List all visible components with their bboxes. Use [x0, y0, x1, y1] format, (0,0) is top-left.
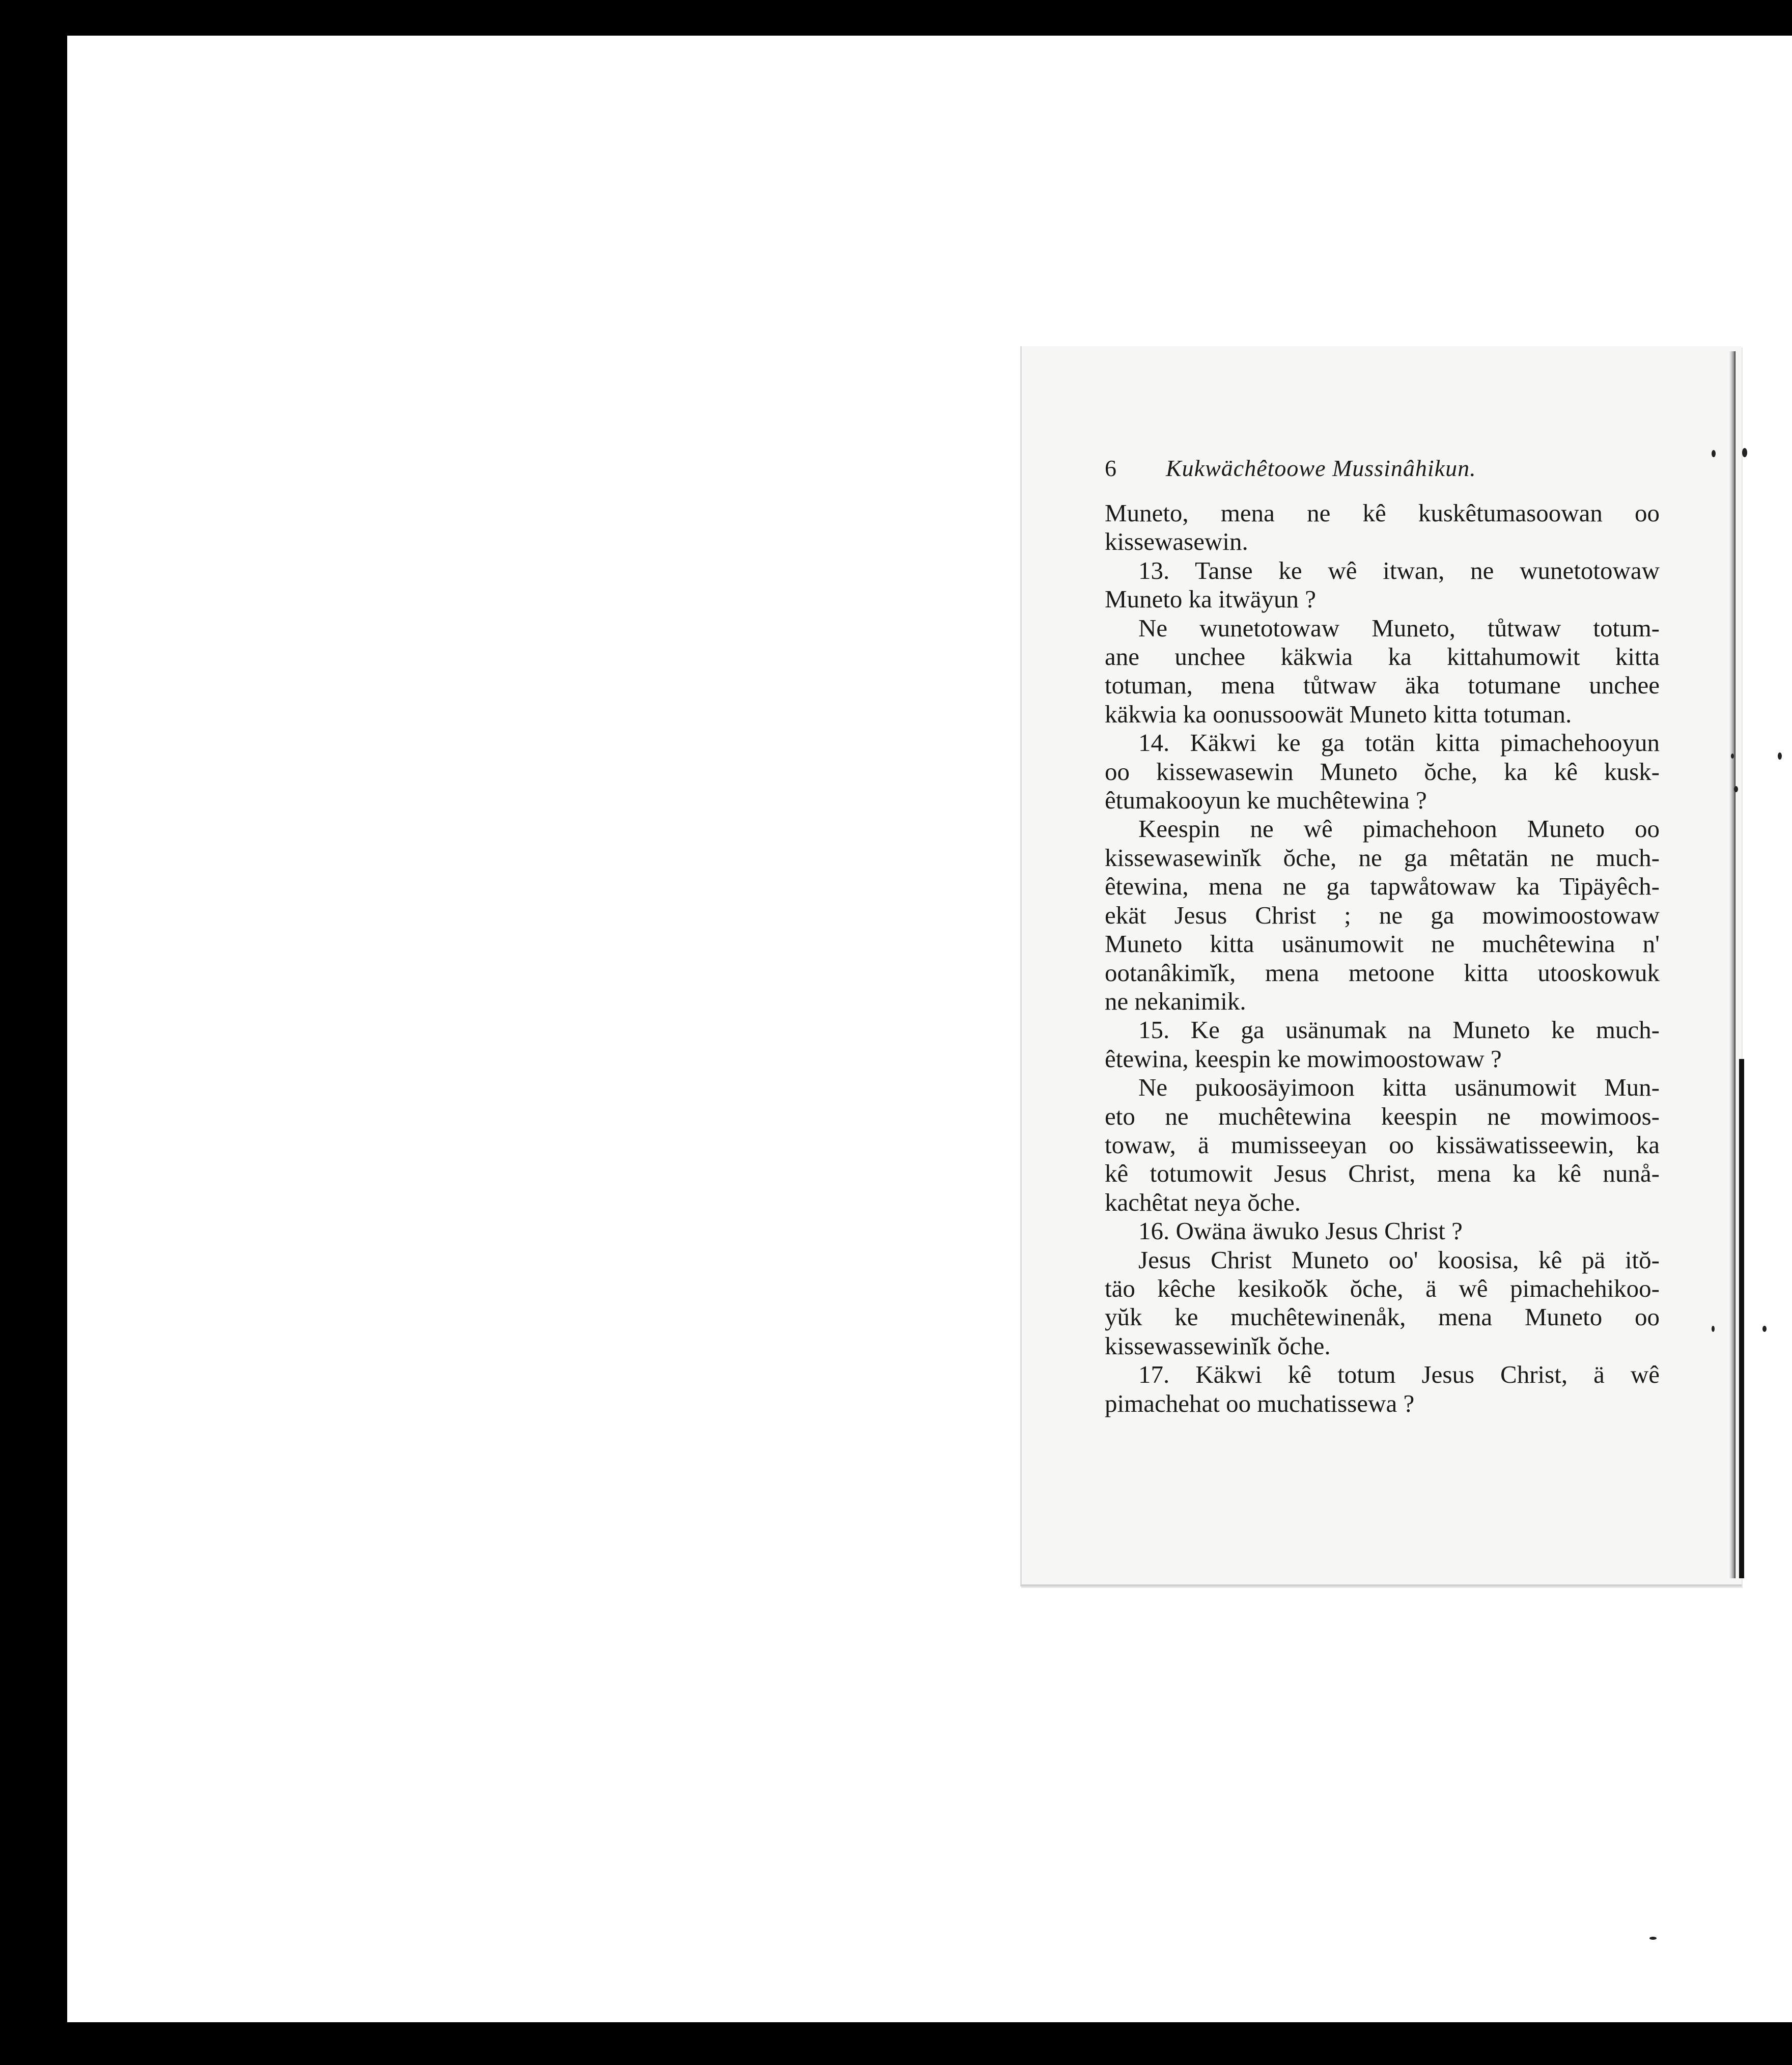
- dust-speck: [1649, 1937, 1657, 1940]
- text-line: ootanâkimĭk, mena metoone kitta utooskowuk: [1105, 958, 1660, 987]
- dust-speck: [1762, 1326, 1767, 1332]
- text-line: Keespin ne wê pimachehoon Muneto oo: [1138, 815, 1660, 843]
- text-line: êtewina, keespin ke mowimoostowaw ?: [1105, 1044, 1502, 1073]
- text-line: Muneto, mena ne kê kuskêtumasoowan oo: [1105, 499, 1660, 527]
- dust-speck: [1742, 448, 1747, 457]
- dust-speck: [1712, 450, 1716, 457]
- text-line: ne nekanimik.: [1105, 987, 1246, 1015]
- text-line: kê totumowit Jesus Christ, mena ka kê nunå-: [1105, 1159, 1660, 1188]
- dust-speck: [1731, 754, 1734, 759]
- dust-speck: [1734, 786, 1738, 792]
- page-text: [1105, 453, 1660, 1418]
- text-line: kachêtat neya ŏche.: [1105, 1188, 1301, 1216]
- text-line: 14. Käkwi ke ga totän kitta pimachehooyun: [1138, 729, 1660, 757]
- text-line: oo kissewasewin Muneto ŏche, ka kê kusk-: [1105, 757, 1660, 786]
- text-line: Muneto kitta usänumowit ne muchêtewina n': [1105, 930, 1660, 958]
- page-edge-shadow: [1739, 1059, 1744, 1578]
- text-line: eto ne muchêtewina keespin ne mowimoos-: [1105, 1102, 1660, 1130]
- text-line: täo kêche kesikoŏk ŏche, ä wê pimachehikoo-: [1105, 1274, 1660, 1302]
- text-line: käkwia ka oonussoowät Muneto kitta totuman.: [1105, 700, 1572, 728]
- dust-speck: [1778, 752, 1782, 760]
- text-line: Muneto ka itwäyun ?: [1105, 585, 1317, 613]
- text-line: êtewina, mena ne ga tapwåtowaw ka Tipäyêch-: [1105, 872, 1660, 901]
- dust-speck: [1712, 1326, 1715, 1332]
- text-line: ekät Jesus Christ ; ne ga mowimoostowaw: [1105, 901, 1660, 929]
- page-number: 6: [1105, 455, 1116, 481]
- text-line: ane unchee käkwia ka kittahumowit kitta: [1105, 643, 1660, 671]
- text-line: 15. Ke ga usänumak na Muneto ke much-: [1138, 1016, 1660, 1044]
- text-line: Ne pukoosäyimoon kitta usänumowit Mun-: [1138, 1073, 1660, 1102]
- body-text: [1105, 499, 1660, 1418]
- text-line: êtumakooyun ke muchêtewina ?: [1105, 786, 1427, 815]
- text-line: kissewasewinĭk ŏche, ne ga mêtatän ne much-: [1105, 843, 1660, 872]
- running-head: [1105, 453, 1660, 484]
- running-head-title: Kukwächêtoowe Mussinâhikun.: [1166, 455, 1476, 481]
- page-fore-edge: [1728, 351, 1735, 1578]
- text-line: kissewassewinĭk ŏche.: [1105, 1331, 1331, 1360]
- text-line: yŭk ke muchêtewinenåk, mena Muneto oo: [1105, 1303, 1660, 1331]
- text-line: totuman, mena tůtwaw äka totumane unchee: [1105, 671, 1660, 700]
- text-line: towaw, ä mumisseeyan oo kissäwatisseewin, ka: [1105, 1130, 1660, 1159]
- text-line: pimachehat oo muchatissewa ?: [1105, 1389, 1415, 1417]
- text-line: 16. Owäna äwuko Jesus Christ ?: [1138, 1217, 1463, 1245]
- text-line: Jesus Christ Muneto oo' koosisa, kê pä itŏ-: [1138, 1245, 1660, 1274]
- text-line: Ne wunetotowaw Muneto, tůtwaw totum-: [1138, 613, 1660, 642]
- text-line: 13. Tanse ke wê itwan, ne wunetotowaw: [1138, 556, 1660, 584]
- text-line: 17. Käkwi kê totum Jesus Christ, ä wê: [1138, 1360, 1660, 1389]
- text-line: kissewasewin.: [1105, 527, 1248, 556]
